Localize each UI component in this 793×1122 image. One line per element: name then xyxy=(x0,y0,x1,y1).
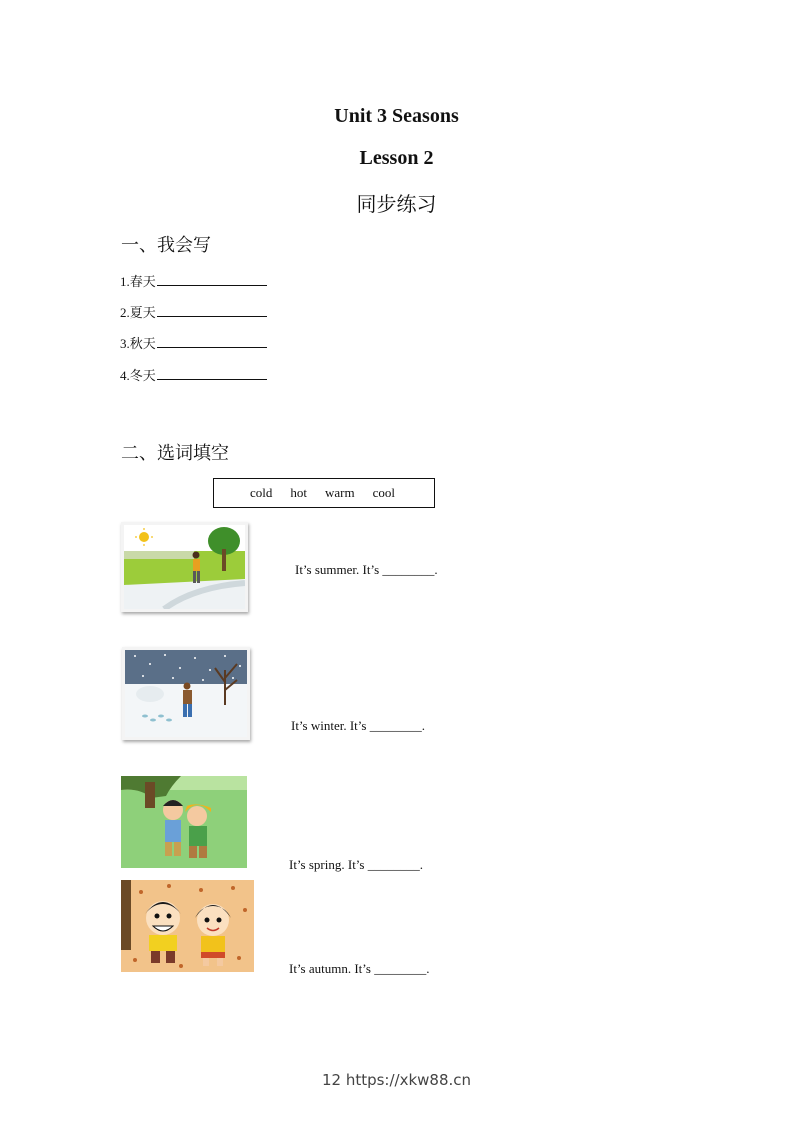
page-subtitle: 同步练习 xyxy=(356,192,437,216)
word-option: cool xyxy=(372,485,396,500)
sentence-winter: It’s winter. It’s ________. xyxy=(291,718,425,733)
summer-picture xyxy=(121,522,248,612)
section2-heading: 二、选词填空 xyxy=(121,443,229,464)
autumn-picture xyxy=(121,880,254,972)
section1-heading: 一、我会写 xyxy=(121,235,211,256)
write-item-label: 2.夏天 xyxy=(120,305,156,320)
write-item-2 xyxy=(120,302,267,321)
page-title: Unit 3 Seasons xyxy=(334,105,459,127)
spring-picture xyxy=(121,776,247,868)
answer-blank[interactable] xyxy=(157,367,267,380)
write-item-3 xyxy=(120,333,267,352)
winter-picture xyxy=(122,647,250,740)
write-item-1 xyxy=(120,271,267,290)
write-item-label: 1.春天 xyxy=(120,274,156,289)
write-item-4 xyxy=(120,365,267,384)
word-option: cold xyxy=(250,485,273,500)
page-footer: 12 https://xkw88.cn xyxy=(321,1071,472,1089)
word-option: hot xyxy=(290,485,308,500)
word-option: warm xyxy=(325,485,355,500)
word-bank xyxy=(213,478,435,508)
answer-blank[interactable] xyxy=(157,304,267,317)
lesson-title: Lesson 2 xyxy=(359,147,434,169)
answer-blank[interactable] xyxy=(157,335,267,348)
write-item-label: 3.秋天 xyxy=(120,336,156,351)
write-item-label: 4.冬天 xyxy=(120,368,156,383)
sentence-spring: It’s spring. It’s ________. xyxy=(289,857,423,872)
sentence-autumn: It’s autumn. It’s ________. xyxy=(289,961,430,976)
sentence-summer: It’s summer. It’s ________. xyxy=(295,562,438,577)
answer-blank[interactable] xyxy=(157,273,267,286)
